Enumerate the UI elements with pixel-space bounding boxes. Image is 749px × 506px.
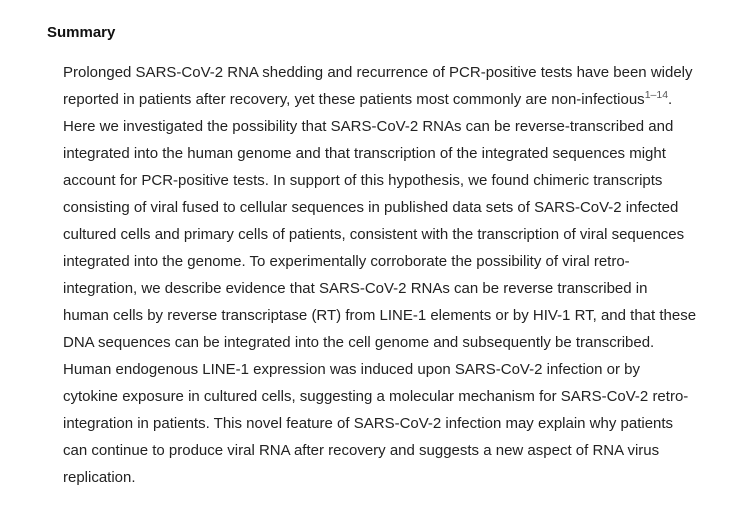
section-heading-summary: Summary <box>47 24 116 41</box>
abstract-line: cytokine exposure in cultured cells, suggesting a molecular mechanism for SARS-CoV-2 retro- <box>63 388 689 405</box>
abstract-line: cultured cells and primary cells of patients, consistent with the transcription of viral sequences <box>63 226 685 243</box>
abstract-line: human cells by reverse transcriptase (RT) from LINE-1 elements or by HIV-1 RT, and that these <box>63 307 697 324</box>
abstract-line-text: reported in patients after recovery, yet these patients most commonly are non-infectious <box>63 91 645 108</box>
abstract-line-with-citation <box>63 86 693 113</box>
abstract-line: integrated into the human genome and that transcription of the integrated sequences might <box>63 145 666 162</box>
abstract-line: consisting of viral fused to cellular sequences in published data sets of SARS-CoV-2 infected <box>63 199 679 216</box>
abstract-line: integrated into the genome. To experimentally corroborate the possibility of viral retro- <box>63 253 630 270</box>
abstract-line: integration in patients. This novel feature of SARS-CoV-2 infection may explain why patients <box>63 415 674 432</box>
abstract-line: integration, we describe evidence that SARS-CoV-2 RNAs can be reverse transcribed in <box>63 280 648 297</box>
abstract-line: Human endogenous LINE-1 expression was induced upon SARS-CoV-2 infection or by <box>63 361 641 378</box>
abstract-paragraph <box>63 59 697 491</box>
citation-superscript[interactable]: 1–14 <box>644 89 669 101</box>
abstract-line: DNA sequences can be integrated into the cell genome and subsequently be transcribed. <box>63 334 655 351</box>
abstract-line: Prolonged SARS-CoV-2 RNA shedding and recurrence of PCR-positive tests have been widely <box>63 64 693 81</box>
abstract-line: account for PCR-positive tests. In support of this hypothesis, we found chimeric transcripts <box>63 172 663 189</box>
abstract-line: Here we investigated the possibility that SARS-CoV-2 RNAs can be reverse-transcribed and <box>63 118 674 135</box>
sentence-period: . <box>668 91 673 108</box>
abstract-line: replication. <box>63 469 136 486</box>
abstract-line: can continue to produce viral RNA after recovery and suggests a new aspect of RNA virus <box>63 442 660 459</box>
